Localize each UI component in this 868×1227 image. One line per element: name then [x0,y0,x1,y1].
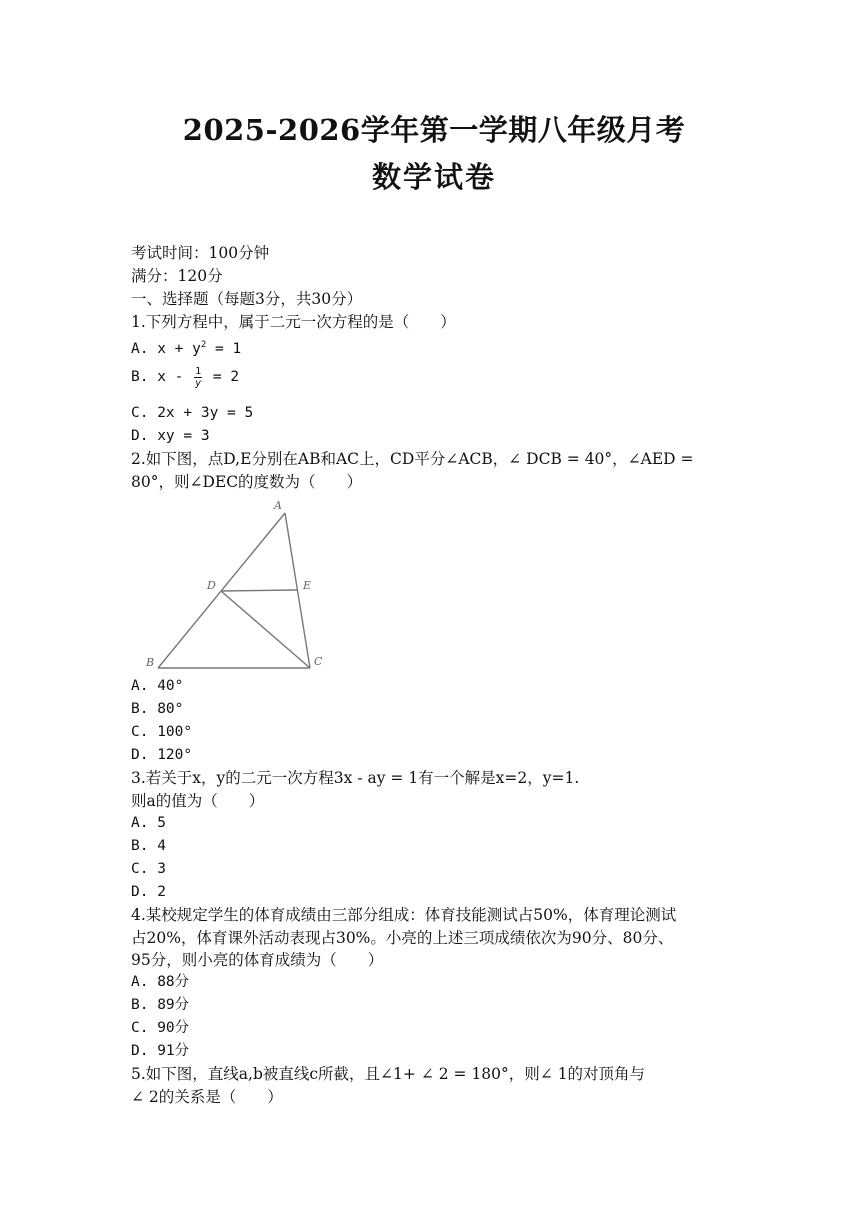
fraction [194,366,202,389]
label-a: A [274,499,282,512]
option-b-rhs: = 2 [204,369,240,385]
exam-subtitle: 数学试卷 [371,160,496,194]
question-4-option-b: B. 89分 [131,997,190,1013]
fraction-numerator: 1 [195,365,202,377]
question-2-option-d: D. 120° [131,747,193,763]
label-d: D [207,579,216,592]
question-4-stem-line2: 占20%，体育课外活动表现占30%。小亮的上述三项成绩依次为90分、80分、 [131,929,674,947]
section-heading: 一、选择题（每题3分，共30分） [131,290,363,308]
full-score: 满分：120分 [131,267,223,285]
exam-title: 2025-2026学年第一学期八年级月考 [182,113,686,147]
question-2-option-b: B. 80° [131,701,184,717]
question-3-option-d: D. 2 [131,884,166,900]
question-4-option-d: D. 91分 [131,1043,190,1059]
question-2-option-c: C. 100° [131,724,193,740]
question-4-stem-line1: 4.某校规定学生的体育成绩由三部分组成：体育技能测试占50%，体育理论测试 [131,906,677,924]
question-3-option-a: A. 5 [131,815,166,831]
question-2-stem-line2: 80°，则∠DEC的度数为（ ） [131,473,363,491]
exam-time: 考试时间：100分钟 [131,244,270,262]
question-2-option-a: A. 40° [131,678,184,694]
question-1-option-c: C. 2x + 3y = 5 [131,405,254,421]
question-5-stem-line1: 5.如下图，直线a,b被直线c所截，且∠1+ ∠ 2 = 180°，则∠ 1的对顶角与 [131,1065,646,1083]
fraction-denominator: y [195,377,202,389]
question-3-option-c: C. 3 [131,861,166,877]
question-4-option-a: A. 88分 [131,974,190,990]
label-c: C [314,655,323,668]
question-1-option-d: D. xy = 3 [131,428,210,444]
question-1-option-b [131,364,239,390]
question-4-option-c: C. 90分 [131,1020,190,1036]
question-3-stem-line2: 则a的值为（ ） [131,792,265,810]
question-3-stem-line1: 3.若关于x，y的二元一次方程3x - ay = 1有一个解是x=2，y=1. [131,769,580,787]
question-1-stem: 1.下列方程中，属于二元一次方程的是（ ） [131,313,456,331]
question-5-stem-line2: ∠ 2的关系是（ ） [131,1088,283,1106]
label-e: E [303,579,312,592]
option-a-text: A. x + y [131,340,201,357]
label-b: B [146,656,155,669]
triangle-figure [140,495,340,675]
question-1-option-a [131,335,241,359]
question-2-stem-line1: 2.如下图，点D,E分别在AB和AC上，CD平分∠ACB，∠ DCB = 40°，∠AED = [131,450,694,468]
option-b-text: B. x - [131,369,193,385]
segment-dc [221,591,310,668]
question-3-option-b: B. 4 [131,838,166,854]
segment-de [221,590,298,591]
exponent: 2 [200,340,207,350]
question-4-stem-line3: 95分，则小亮的体育成绩为（ ） [131,951,384,969]
option-a-rhs: = 1 [206,340,242,357]
